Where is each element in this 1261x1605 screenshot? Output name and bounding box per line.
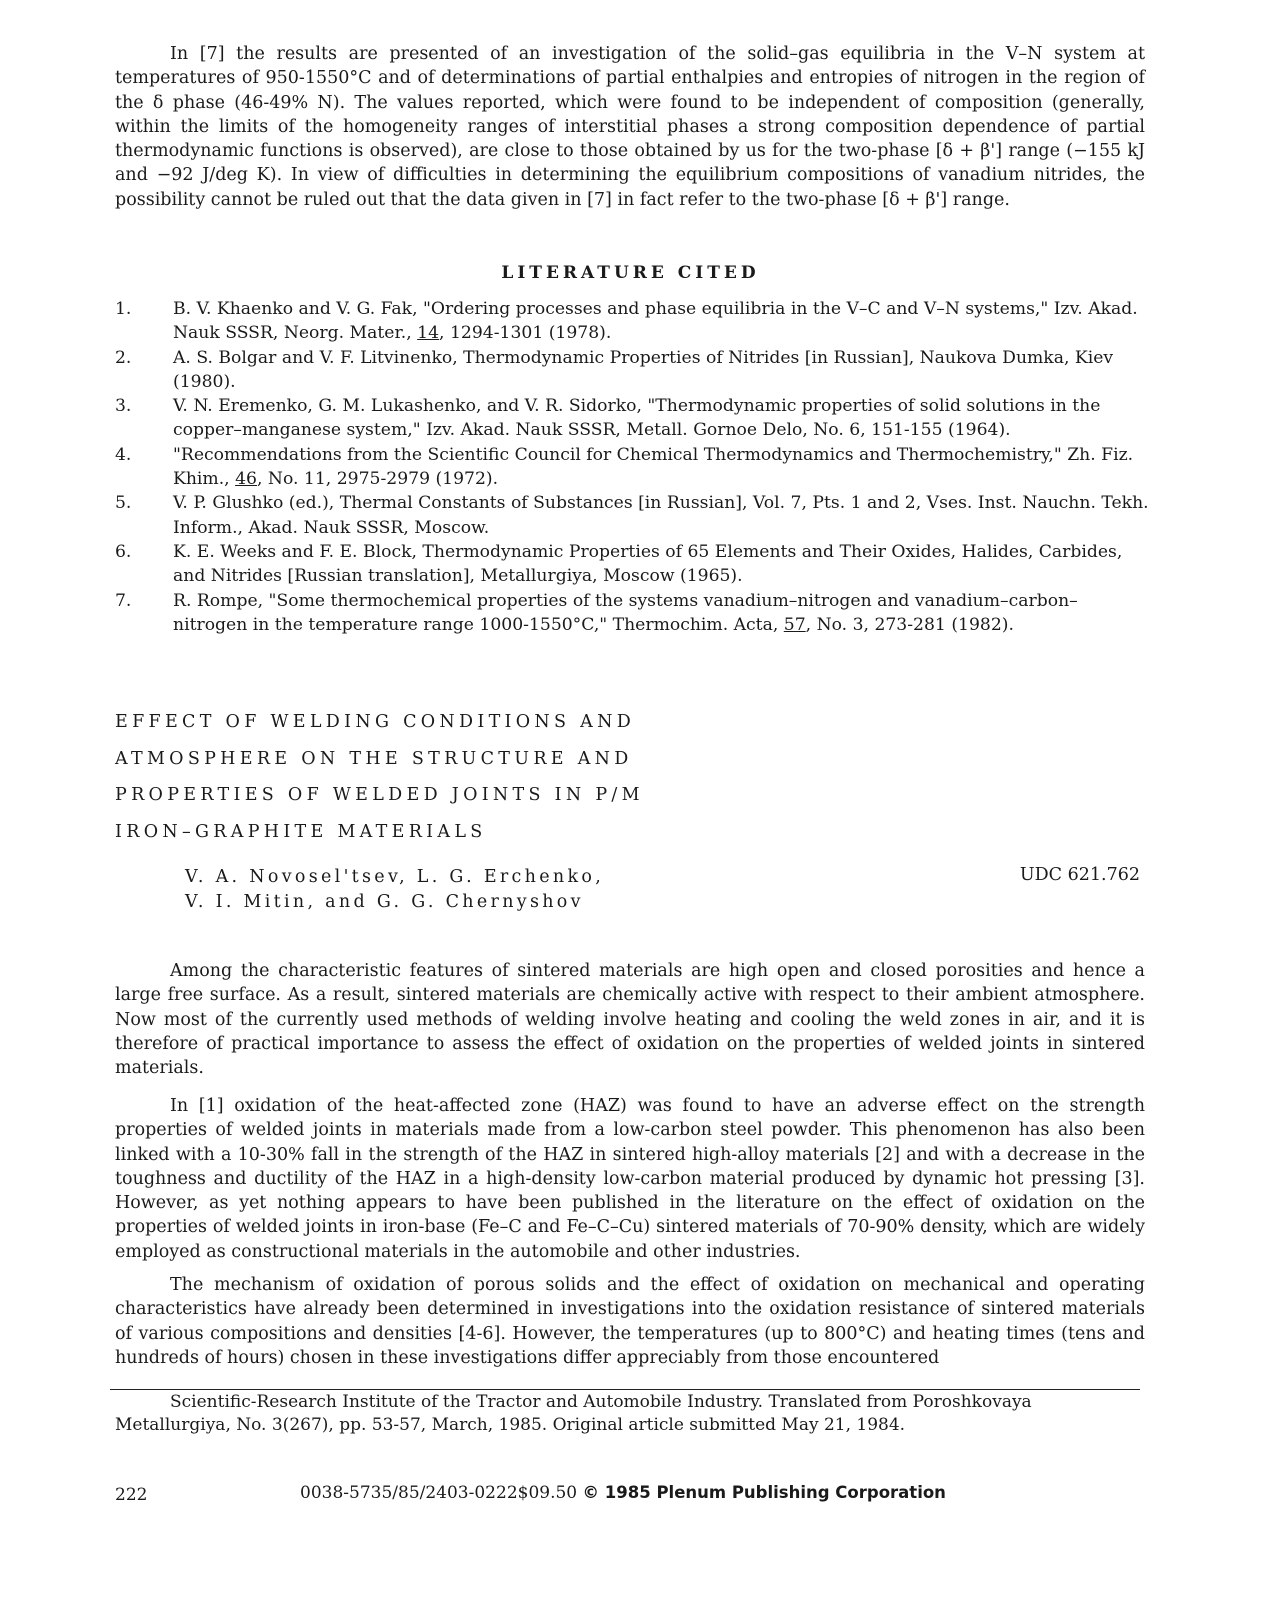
reference-volume: 57 — [783, 614, 806, 635]
footnote-divider — [110, 1389, 1140, 1390]
reference-volume: 14 — [417, 323, 440, 344]
copyright-notice: © 1985 Plenum Publishing Corporation — [582, 1483, 946, 1502]
reference-number: 6. — [115, 541, 132, 562]
reference-number: 2. — [115, 347, 132, 368]
reference-number: 3. — [115, 396, 132, 417]
reference-item — [115, 297, 1150, 346]
reference-text: V. P. Glushko (ed.), Thermal Constants of Substances [in Russian], Vol. 7, Pts. 1 and 2, Vses. Inst. Nauchn. Tekh. Inform., Akad. Nauk SSSR, Moscow. — [173, 493, 1149, 538]
reference-text: K. E. Weeks and F. E. Block, Thermodynamic Properties of 65 Elements and Their Oxides, Halides, Carbides, and Nitrides [Russian translation], Metallurgiya, Moscow (1965). — [173, 541, 1123, 587]
page-number: 222 — [115, 1485, 148, 1505]
reference-text: V. N. Eremenko, G. M. Lukashenko, and V. R. Sidorko, "Thermodynamic properties of solid solutions in the copper–manganese system," Izv. Akad. Nauk SSSR, Metall. Gornoe Delo, No. 6, 151-155 (1964). — [173, 396, 1101, 441]
body-paragraph: In [1] oxidation of the heat-affected zone (HAZ) was found to have an adverse effect on the strength properties of welded joints in materials made from a low-carbon steel powder. This phenomenon has also been linked with a 10-30% fall in the strength of the HAZ in sintered high-alloy materials [2] and with a decrease in the toughness and ductility of the HAZ in a high-density low-carbon material produced by dynamic hot pressing [3]. However, as yet nothing appears to have been published in the literature on the effect of oxidation on the properties of welded joints in iron-base (Fe–C and Fe–C–Cu) sintered materials of 70-90% density, which are widely employed as constructional materials in the automobile and other industries. — [115, 1096, 1145, 1262]
reference-item — [115, 540, 1150, 589]
body-paragraph: Among the characteristic features of sintered materials are high open and closed porosities and hence a large free surface. As a result, sintered materials are chemically active with respect to their ambient atmosphere. Now most of the currently used methods of welding involve heating and cooling the weld zones in air, and it is therefore of practical importance to assess the effect of oxidation on the properties of welded joints in sintered materials. — [115, 961, 1145, 1079]
literature-cited-heading: LITERATURE CITED — [501, 263, 760, 283]
article-title-line: EFFECT OF WELDING CONDITIONS AND — [115, 712, 636, 732]
reference-list — [115, 297, 1150, 637]
article-title-line: PROPERTIES OF WELDED JOINTS IN P/M — [115, 785, 644, 806]
article-authors — [185, 865, 745, 914]
reference-item — [115, 589, 1150, 638]
body-paragraph: The mechanism of oxidation of porous solids and the effect of oxidation on mechanical and operating characteristics have already been determined in investigations into the oxidation resistance of sintered materials of various compositions and densities [4-6]. However, the temperatures (up to 800°C) and heating times (tens and hundreds of hours) chosen in these investigations differ appreciably from those encountered — [115, 1275, 1145, 1368]
authors-line: V. I. Mitin, and G. G. Chernyshov — [185, 891, 584, 912]
reference-volume: 46 — [235, 469, 257, 490]
issn-price-code: 0038-5735/85/2403-0222$09.50 — [300, 1483, 578, 1503]
reference-text: A. S. Bolgar and V. F. Litvinenko, Thermodynamic Properties of Nitrides [in Russian], Naukova Dumka, Kiev (1980). — [173, 347, 1114, 392]
article-title-line: IRON–GRAPHITE MATERIALS — [115, 822, 487, 843]
affiliation-footnote: Scientific-Research Institute of the Tractor and Automobile Industry. Translated from Poroshkovaya Metallurgiya, No. 3(267), pp. 53-57, March, 1985. Original article submitted May 21, 1984. — [115, 1392, 1032, 1435]
article-title — [115, 704, 715, 851]
reference-text: R. Rompe, "Some thermochemical properties of the systems vanadium–nitrogen and vanadium–carbon–nitrogen in the temperature range 1000-1550°C," Thermochim. Acta, 57, No. 3, 273-281 (1982). — [173, 590, 1078, 635]
reference-item — [115, 346, 1150, 395]
reference-text: B. V. Khaenko and V. G. Fak, "Ordering processes and phase equilibria in the V–C and V–N systems," Izv. Akad. Nauk SSSR, Neorg. Mater., 14, 1294-1301 (1978). — [173, 299, 1138, 344]
reference-number: 4. — [115, 444, 132, 465]
reference-item — [115, 443, 1150, 492]
authors-line: V. A. Novosel'tsev, L. G. Erchenko, — [185, 867, 605, 887]
intro-paragraph: In [7] the results are presented of an investigation of the solid–gas equilibria in the V–N system at temperatures of 950-1550°C and of determinations of partial enthalpies and entropies of nitrogen in the region of the δ phase (46-49% N). The values reported, which were found to be independent of composition (generally, within the limits of the homogeneity ranges of interstitial phases a strong composition dependence of partial thermodynamic functions is observed), are close to those obtained by us for the two-phase [δ + β'] range (−155 kJ and −92 J/deg K). In view of difficulties in determining the equilibrium compositions of vanadium nitrides, the possibility cannot be ruled out that the data given in [7] in fact refer to the two-phase [δ + β'] range. — [115, 44, 1145, 210]
article-title-line: ATMOSPHERE ON THE STRUCTURE AND — [115, 748, 633, 769]
reference-item — [115, 491, 1150, 540]
reference-item — [115, 394, 1150, 443]
publication-code — [300, 1483, 946, 1503]
reference-number: 7. — [115, 590, 132, 611]
reference-number: 5. — [115, 493, 132, 514]
udc-code: UDC 621.762 — [1019, 865, 1140, 885]
reference-number: 1. — [115, 299, 132, 319]
reference-text: "Recommendations from the Scientific Council for Chemical Thermodynamics and Thermochemistry," Zh. Fiz. Khim., 46, No. 11, 2975-2979 (1972). — [173, 444, 1134, 490]
